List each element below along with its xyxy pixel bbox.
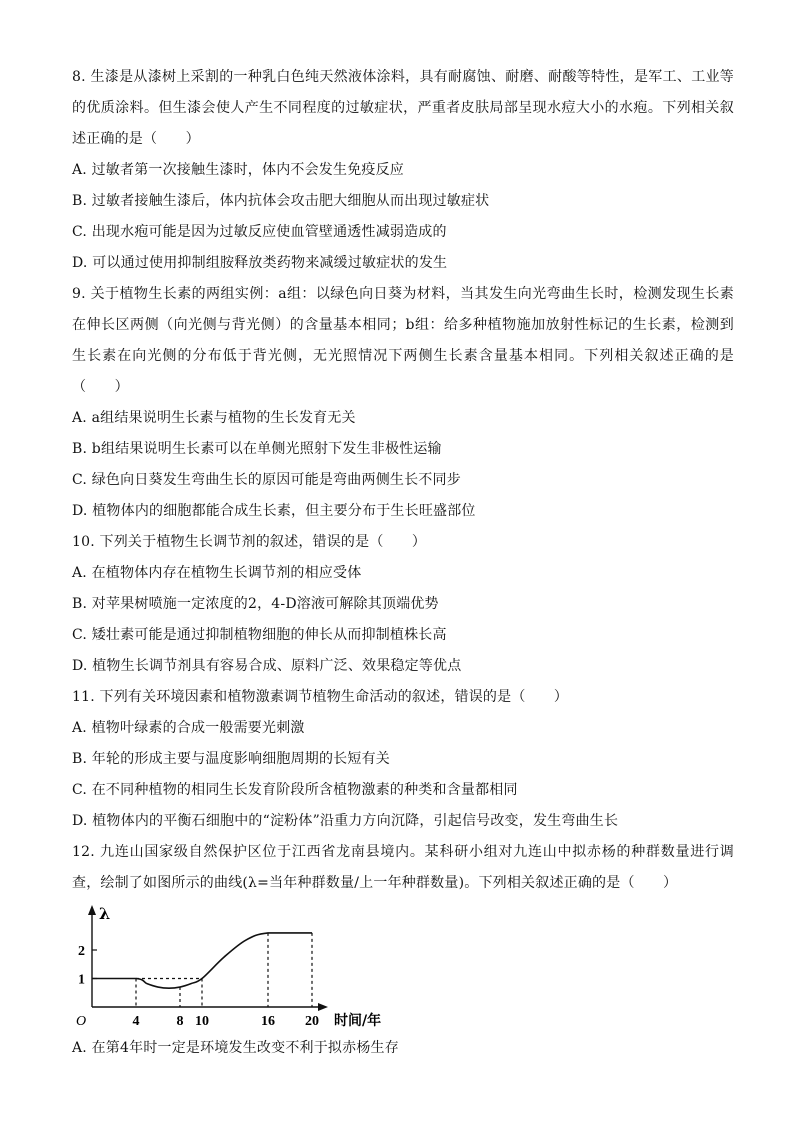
question-9-option-a: A. a组结果说明生长素与植物的生长发育无关 [72, 410, 356, 426]
x-tick-label: 10 [195, 1014, 209, 1029]
x-tick-label: 20 [305, 1014, 319, 1029]
question-11-option-d: D. 植物体内的平衡石细胞中的“淀粉体”沿重力方向沉降，引起信号改变，发生弯曲生长 [72, 813, 619, 829]
question-9-option-c: C. 绿色向日葵发生弯曲生长的原因可能是弯曲两侧生长不同步 [72, 472, 461, 488]
question-8-option-d: D. 可以通过使用抑制组胺释放类药物来减缓过敏症状的发生 [72, 255, 448, 271]
question-10-option-b: B. 对苹果树喷施一定浓度的2，4-D溶液可解除其顶端优势 [72, 596, 439, 612]
question-8-stem: 8. 生漆是从漆树上采割的一种乳白色纯天然液体涂料，具有耐腐蚀、耐磨、耐酸等特性，是军工、工业等的优质涂料。但生漆会使人产生不同程度的过敏症状，严重者皮肤局部呈现水痘大小的水疱。下列相关叙述正确的是（ ） [72, 69, 734, 147]
question-12-stem: 12. 九连山国家级自然保护区位于江西省龙南县境内。某科研小组对九连山中拟赤杨的种群数量进行调查，绘制了如图所示的曲线(λ=当年种群数量/上一年种群数量)。下列相关叙述正确的是（ ） [72, 844, 734, 891]
question-list [72, 62, 734, 1064]
x-tick-label: 8 [176, 1014, 184, 1029]
question-8-option-a: A. 过敏者第一次接触生漆时，体内不会发生免疫反应 [72, 162, 405, 178]
x-tick-label: 4 [132, 1014, 140, 1029]
lambda-curve-chart [72, 903, 402, 1033]
origin-label: O [76, 1014, 87, 1029]
question-11-option-c: C. 在不同种植物的相同生长发育阶段所含植物激素的种类和含量都相同 [72, 782, 518, 798]
y-axis-arrow [88, 905, 96, 915]
question-8-option-c: C. 出现水疱可能是因为过敏反应使血管壁通透性减弱造成的 [72, 224, 447, 240]
x-axis-arrow [318, 1003, 328, 1011]
x-tick-label: 16 [261, 1014, 275, 1029]
question-11-option-b: B. 年轮的形成主要与温度影响细胞周期的长短有关 [72, 751, 390, 767]
question-10-stem: 10. 下列关于植物生长调节剂的叙述，错误的是（ ） [72, 534, 427, 550]
y-tick-label: 1 [78, 972, 85, 988]
question-10-option-d: D. 植物生长调节剂具有容易合成、原料广泛、效果稳定等优点 [72, 658, 462, 674]
chart-svg [72, 903, 402, 1033]
question-9-option-d: D. 植物体内的细胞都能合成生长素，但主要分布于生长旺盛部位 [72, 503, 476, 519]
question-10-option-c: C. 矮壮素可能是通过抑制植物细胞的伸长从而抑制植株长高 [72, 627, 447, 643]
y-axis-label: λ [99, 904, 111, 923]
y-tick-label: 2 [78, 944, 85, 959]
question-12-option-a: A. 在第4年时一定是环境发生改变不利于拟赤杨生存 [72, 1040, 399, 1056]
question-8-option-b: B. 过敏者接触生漆后，体内抗体会攻击肥大细胞从而出现过敏症状 [72, 193, 490, 209]
question-11-option-a: A. 植物叶绿素的合成一般需要光刺激 [72, 720, 305, 736]
x-axis-label: 时间/年 [334, 1013, 382, 1029]
question-10-option-a: A. 在植物体内存在植物生长调节剂的相应受体 [72, 565, 362, 581]
question-9-option-b: B. b组结果说明生长素可以在单侧光照射下发生非极性运输 [72, 441, 442, 457]
question-9-stem: 9. 关于植物生长素的两组实例：a组：以绿色向日葵为材料，当其发生向光弯曲生长时，检测发现生长素在伸长区两侧（向光侧与背光侧）的含量基本相同；b组：给多种植物施加放射性标记的生长素，检测到生长素在向光侧的分布低于背光侧，无光照情况下两侧生长素含量基本相同。下列相关叙述正确的是（ ） [72, 286, 734, 395]
question-11-stem: 11. 下列有关环境因素和植物激素调节植物生命活动的叙述，错误的是（ ） [72, 689, 569, 705]
